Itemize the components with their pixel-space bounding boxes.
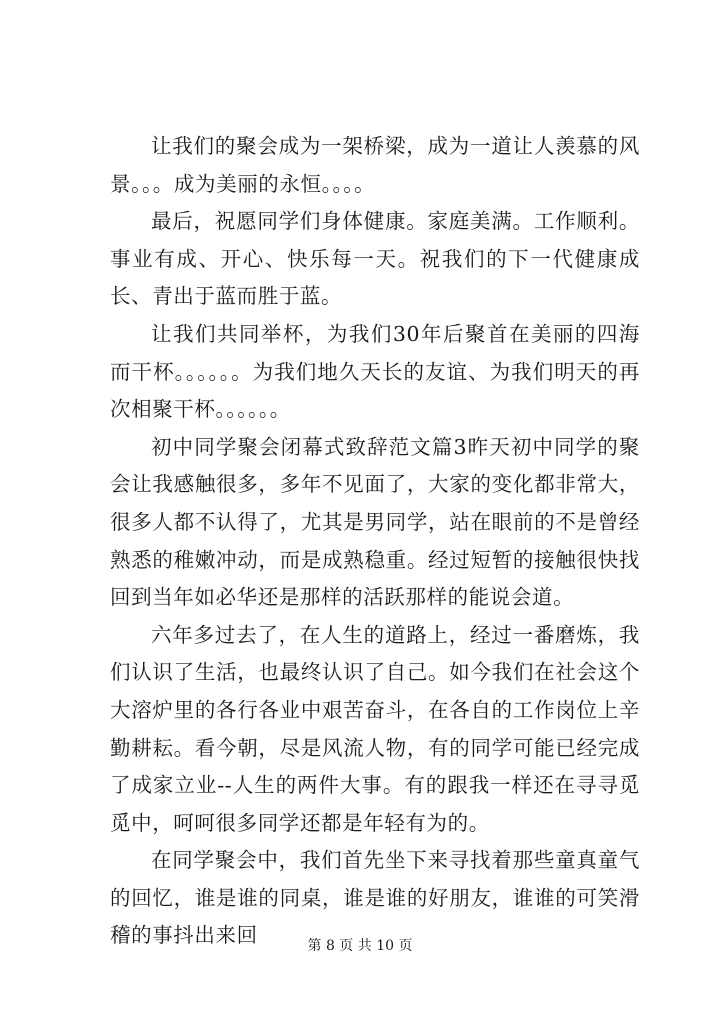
paragraph: 六年多过去了，在人生的道路上，经过一番磨炼，我们认识了生活，也最终认识了自己。如今我们在社会这个大溶炉里的各行各业中艰苦奋斗，在各自的工作岗位上辛勤耕耘。看今朝，尽是风流人物，有的同学可能已经完成了成家立业--人生的两件大事。有的跟我一样还在寻寻觅觅中，呵呵很多同学还都是年轻有为的。 [110,622,640,835]
paragraph: 在同学聚会中，我们首先坐下来寻找着那些童真童气的回忆，谁是谁的同桌，谁是谁的好朋友，谁谁的可笑滑稽的事抖出来回 [110,848,640,948]
paragraph: 让我们的聚会成为一架桥梁，成为一道让人羡慕的风景。。。成为美丽的永恒。。。。 [110,134,640,196]
paragraph: 让我们共同举杯，为我们30年后聚首在美丽的四海而干杯。。。。。。为我们地久天长的友谊、为我们明天的再次相聚干杯。。。。。。 [110,321,640,422]
paragraph: 最后，祝愿同学们身体健康。家庭美满。工作顺利。事业有成、开心、快乐每一天。祝我们的下一代健康成长、青出于蓝而胜于蓝。 [110,209,640,309]
document-body [110,128,640,955]
page-number-footer: 第 8 页 共 10 页 [307,938,413,954]
paragraph: 初中同学聚会闭幕式致辞范文篇3昨天初中同学的聚会让我感触很多，多年不见面了，大家的变化都非常大，很多人都不认得了，尤其是男同学，站在眼前的不是曾经熟悉的稚嫩冲动，而是成熟稳重。经过短暂的接触很快找回到当年如必华还是那样的活跃那样的能说会道。 [110,434,640,610]
